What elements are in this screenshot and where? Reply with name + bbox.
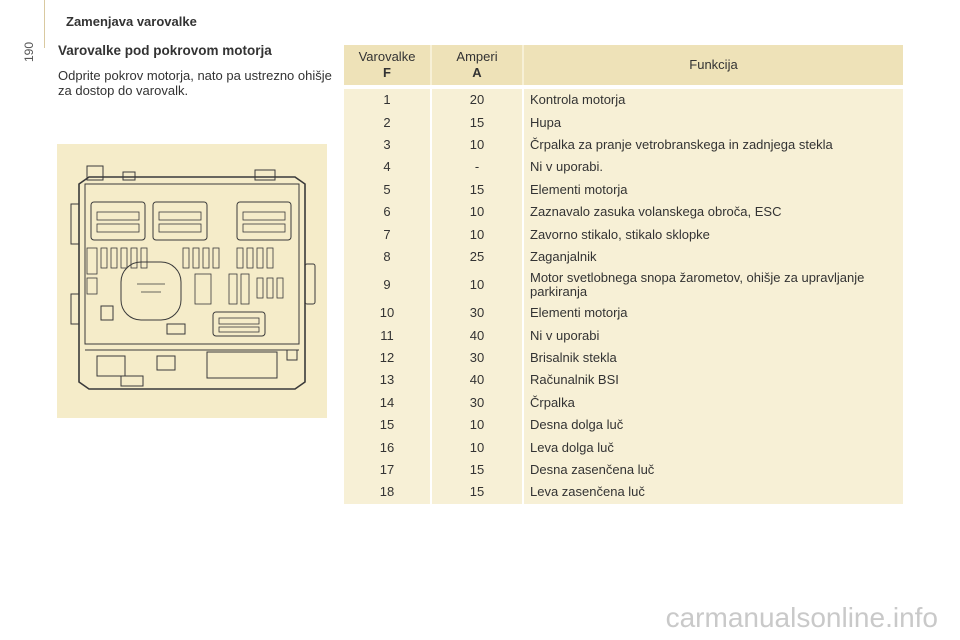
fuse-box-diagram (57, 144, 327, 418)
table-row: 14 30 Črpalka (344, 392, 903, 414)
table-header-row (344, 45, 903, 85)
header-fuse: Varovalke F (344, 45, 431, 85)
table-row: 12 30 Brisalnik stekla (344, 347, 903, 369)
table-row: 17 15 Desna zasenčena luč (344, 459, 903, 481)
table-row: 4 - Ni v uporabi. (344, 156, 903, 178)
header-function: Funkcija (523, 45, 903, 85)
intro-text: Odprite pokrov motorja, nato pa ustrezno ohišje za dostop do varovalk. (58, 68, 332, 98)
fuse-box-illustration (57, 144, 327, 418)
watermark: carmanualsonline.info (665, 602, 938, 633)
fuse-table (344, 45, 903, 504)
header-amps: Amperi A (431, 45, 523, 85)
header-rule (44, 0, 45, 48)
table-row: 13 40 Računalnik BSI (344, 369, 903, 391)
section-title: Varovalke pod pokrovom motorja (58, 43, 272, 58)
table-row: 11 40 Ni v uporabi (344, 325, 903, 347)
page-number: 190 (22, 41, 36, 62)
table-row: 1 20 Kontrola motorja (344, 89, 903, 111)
table-row: 7 10 Zavorno stikalo, stikalo sklopke (344, 223, 903, 245)
table-row: 3 10 Črpalka za pranje vetrobranskega in zadnjega stekla (344, 134, 903, 156)
table-row: 6 10 Zaznavalo zasuka volanskega obroča, ESC (344, 201, 903, 223)
table-row: 8 25 Zaganjalnik (344, 246, 903, 268)
table-row: 2 15 Hupa (344, 111, 903, 133)
table-row: 9 10 Motor svetlobnega snopa žarometov, ohišje za upravljanje parkiranja (344, 268, 903, 302)
table-row: 18 15 Leva zasenčena luč (344, 481, 903, 503)
table-row: 5 15 Elementi motorja (344, 179, 903, 201)
table-row: 10 30 Elementi motorja (344, 302, 903, 324)
section-header: Zamenjava varovalke (66, 14, 197, 29)
table-row: 15 10 Desna dolga luč (344, 414, 903, 436)
table-row: 16 10 Leva dolga luč (344, 436, 903, 458)
